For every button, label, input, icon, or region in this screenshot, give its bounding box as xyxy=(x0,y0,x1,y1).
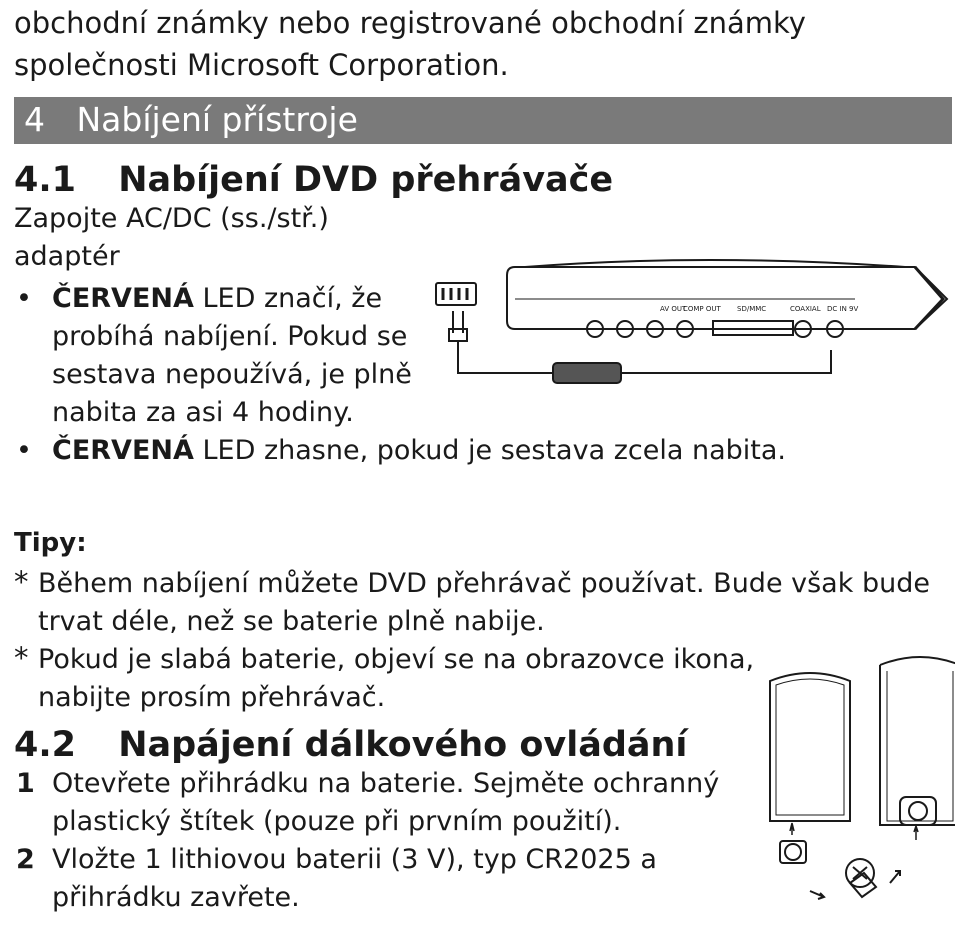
port-label-dc-in: DC IN 9V xyxy=(827,305,859,313)
remote-back-left xyxy=(770,673,850,821)
section-title: Nabíjení DVD přehrávače xyxy=(118,160,614,200)
section-heading-4-2 xyxy=(14,725,687,765)
step-item xyxy=(14,841,732,917)
step-item xyxy=(14,765,774,841)
bullet-item xyxy=(14,280,452,432)
port-label-coaxial: COAXIAL xyxy=(790,305,821,313)
section-number: 4.2 xyxy=(14,725,77,765)
remote-back-right xyxy=(880,665,955,825)
port-label-av-out: AV OUT xyxy=(660,305,687,313)
dvd-player-body xyxy=(507,267,947,329)
chapter-title xyxy=(24,98,358,142)
bullet-text: LED značí, že probíhá nabíjení. Pokud se sestava nepoužívá, je plně nabita za asi 4 hodiny. xyxy=(52,283,412,428)
tips-label: Tipy: xyxy=(14,528,87,558)
chapter-number: 4 xyxy=(24,100,45,139)
section-title: Napájení dálkového ovládání xyxy=(118,725,688,765)
remote-battery-illustration xyxy=(750,655,955,915)
steps-list xyxy=(14,765,774,917)
chapter-title-text: Nabíjení přístroje xyxy=(76,100,358,139)
arrow-icon xyxy=(810,891,824,899)
step-text: Otevřete přihrádku na baterie. Sejměte ochranný plastický štítek (pouze při prvním použití). xyxy=(52,768,720,837)
bullet-item xyxy=(14,432,914,470)
bullet-strong: ČERVENÁ xyxy=(52,435,194,466)
step-text: Vložte 1 lithiovou baterii (3 V), typ CR2025 a přihrádku zavřete. xyxy=(52,844,657,913)
plug-icon xyxy=(449,311,467,341)
arrow-icon xyxy=(890,871,900,883)
dvd-charging-illustration xyxy=(425,255,960,405)
section-number: 4.1 xyxy=(14,160,77,200)
section-heading-4-1 xyxy=(14,160,613,200)
adapter-brick xyxy=(553,363,621,383)
bullet-strong: ČERVENÁ xyxy=(52,283,194,314)
port-label-comp-out: COMP OUT xyxy=(683,305,721,313)
tip-item: * Pokud je slabá baterie, objeví se na obrazovce ikona, nabijte prosím přehrávač. xyxy=(14,641,758,717)
tip-item: * Během nabíjení můžete DVD přehrávač používat. Bude však bude trvat déle, než se baterie plně nabije. xyxy=(14,565,954,641)
step-number: 2 xyxy=(16,844,35,875)
intro-paragraph: obchodní známky nebo registrované obchodní známky společnosti Microsoft Corporation. xyxy=(14,6,806,82)
bullet-text: LED zhasne, pokud je sestava zcela nabita. xyxy=(193,435,786,466)
port-label-sd-mmc: SD/MMC xyxy=(737,305,767,313)
step-number: 1 xyxy=(16,768,35,799)
section-lead: Zapojte AC/DC (ss./stř.) adaptér xyxy=(14,203,329,272)
